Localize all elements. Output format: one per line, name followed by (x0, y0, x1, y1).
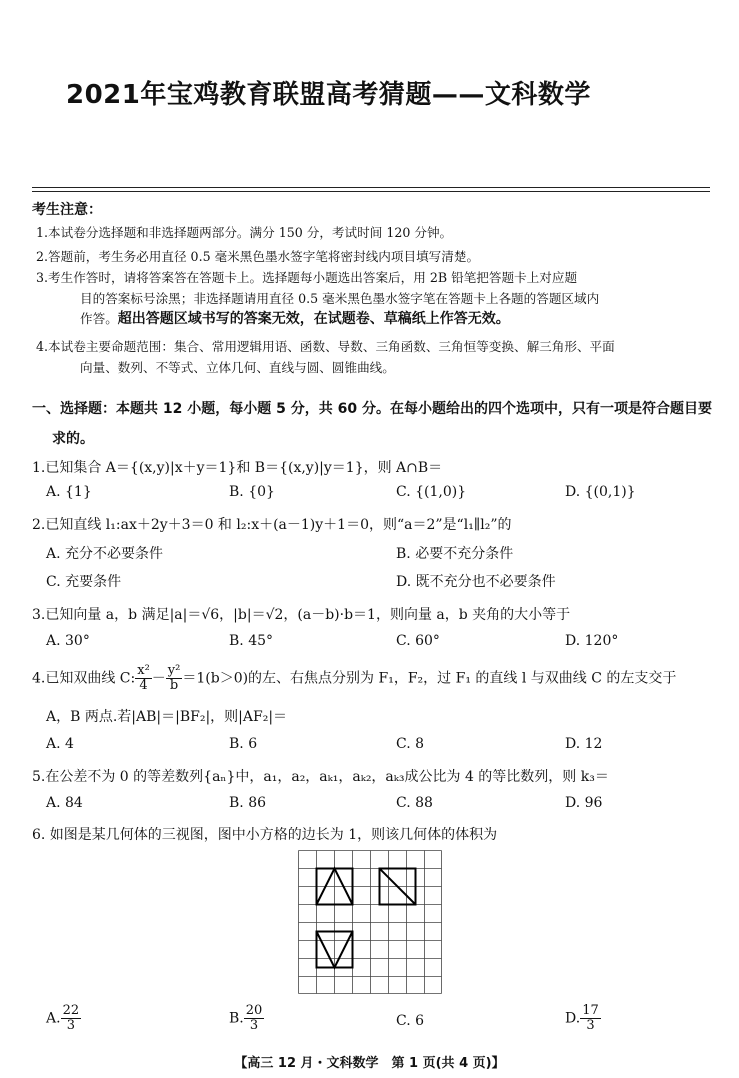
question-3-option-d: D. 120° (565, 633, 619, 649)
question-5-option-d: D. 96 (565, 795, 603, 811)
question-6-option-a (46, 1004, 81, 1033)
divider-bottom (32, 191, 710, 192)
question-3-option-b: B. 45° (229, 633, 274, 649)
question-1-stem: 1.已知集合 A＝{(x,y)|x＋y＝1}和 B＝{(x,y)|y＝1}，则 A∩B＝ (32, 460, 443, 476)
section-heading-cont: 求的。 (52, 431, 94, 447)
option-fraction (580, 1004, 601, 1033)
grid-lines (299, 851, 442, 994)
frac-denominator: 3 (249, 1018, 259, 1033)
notice-item-3-end (80, 308, 510, 328)
frac-numerator: 20 (245, 1003, 263, 1018)
frac-denominator: b (169, 678, 179, 693)
question-6-option-d (565, 1004, 601, 1033)
question-3-stem: 3.已知向量 a，b 满足|a|＝√6，|b|＝√2，(a－b)·b＝1，则向量 a，b 夹角的大小等于 (32, 607, 571, 623)
section-heading: 一、选择题：本题共 12 小题，每小题 5 分，共 60 分。在每小题给出的四个选项中，只有一项是符合题目要 (32, 401, 712, 417)
frac-numerator: 17 (582, 1003, 599, 1018)
question-4-option-c: C. 8 (396, 736, 425, 752)
question-5-option-b: B. 86 (229, 795, 267, 811)
frac-numerator: x² (137, 663, 150, 678)
question-2-option-a: A. 充分不必要条件 (46, 546, 164, 562)
question-6-option-b (229, 1004, 264, 1033)
question-2-option-c: C. 充要条件 (46, 574, 122, 590)
page-footer: 【高三 12 月・文科数学 第 1 页(共 4 页)】 (234, 1056, 505, 1071)
three-view-figure (298, 850, 442, 994)
question-6-stem: 6. 如图是某几何体的三视图，图中小方格的边长为 1，则该几何体的体积为 (32, 827, 498, 843)
option-fraction (61, 1004, 82, 1033)
frac-denominator: 4 (139, 678, 148, 693)
question-4-frac-x (135, 664, 152, 693)
page-title: 2021年宝鸡教育联盟高考猜题——文科数学 (66, 80, 591, 110)
divider-top (32, 187, 710, 188)
question-3-option-c: C. 60° (396, 633, 440, 649)
notice-item-4-cont: 向量、数列、不等式、立体几何、直线与圆、圆锥曲线。 (80, 360, 395, 375)
question-4-stem-pre: 4.已知双曲线 C: (32, 670, 136, 687)
option-fraction (244, 1004, 265, 1033)
question-4-stem-line2: A，B 两点.若|AB|＝|BF₂|，则|AF₂|＝ (46, 709, 288, 725)
notice-item-4: 4.本试卷主要命题范围：集合、常用逻辑用语、函数、导数、三角函数、三角恒等变换、解三角形、平面 (36, 339, 615, 354)
question-4-option-d: D. 12 (565, 736, 603, 752)
question-4-frac-y (166, 664, 183, 693)
question-4-option-a: A. 4 (46, 736, 74, 752)
question-4-stem (32, 664, 676, 693)
question-2-stem: 2.已知直线 l₁:ax＋2y＋3＝0 和 l₂:x＋(a－1)y＋1＝0，则“a＝2”是“l₁∥l₂”的 (32, 517, 512, 533)
notice-item-3: 3.考生作答时，请将答案答在答题卡上。选择题每小题选出答案后，用 2B 铅笔把答题卡上对应题 (36, 270, 578, 285)
frac-numerator: 22 (62, 1003, 80, 1018)
notice-warning: 超出答题区域书写的答案无效，在试题卷、草稿纸上作答无效。 (117, 311, 510, 327)
question-5-stem: 5.在公差不为 0 的等差数列{aₙ}中，a₁，a₂，aₖ₁，aₖ₂，aₖ₃成公比为 4 的等比数列，则 k₃＝ (32, 769, 609, 785)
option-label: B. (229, 1010, 244, 1027)
question-5-option-a: A. 84 (46, 795, 83, 811)
notice-heading: 考生注意： (32, 202, 102, 218)
notice-item-3-cont: 目的答案标号涂黑；非选择题请用直径 0.5 毫米黑色墨水签字笔在答题卡上各题的答题区域内 (80, 291, 600, 306)
question-3-option-a: A. 30° (46, 633, 90, 649)
frac-denominator: 3 (586, 1018, 595, 1033)
notice-item-2: 2.答题前，考生务必用直径 0.5 毫米黑色墨水签字笔将密封线内项目填写清楚。 (36, 249, 480, 264)
question-1-option-d: D. {(0,1)} (565, 484, 636, 500)
question-1-option-a: A. {1} (46, 484, 92, 500)
question-6-option-c: C. 6 (396, 1013, 425, 1029)
option-label: A. (46, 1010, 61, 1027)
frac-numerator: y² (167, 663, 181, 678)
question-2-option-b: B. 必要不充分条件 (396, 546, 514, 562)
notice-item-1: 1.本试卷分选择题和非选择题两部分。满分 150 分，考试时间 120 分钟。 (36, 225, 453, 240)
question-4-option-b: B. 6 (229, 736, 258, 752)
question-4-stem-mid: － (151, 670, 166, 687)
question-2-option-d: D. 既不充分也不必要条件 (396, 574, 556, 590)
question-1-option-b: B. {0} (229, 484, 275, 500)
question-1-option-c: C. {(1,0)} (396, 484, 467, 500)
question-4-stem-post: ＝1(b＞0)的左、右焦点分别为 F₁，F₂，过 F₁ 的直线 l 与双曲线 C 的左支交于 (182, 670, 677, 687)
notice-item-3-tail: 作答。 (80, 311, 118, 326)
question-5-option-c: C. 88 (396, 795, 433, 811)
option-label: D. (565, 1010, 581, 1027)
frac-denominator: 3 (66, 1018, 75, 1033)
